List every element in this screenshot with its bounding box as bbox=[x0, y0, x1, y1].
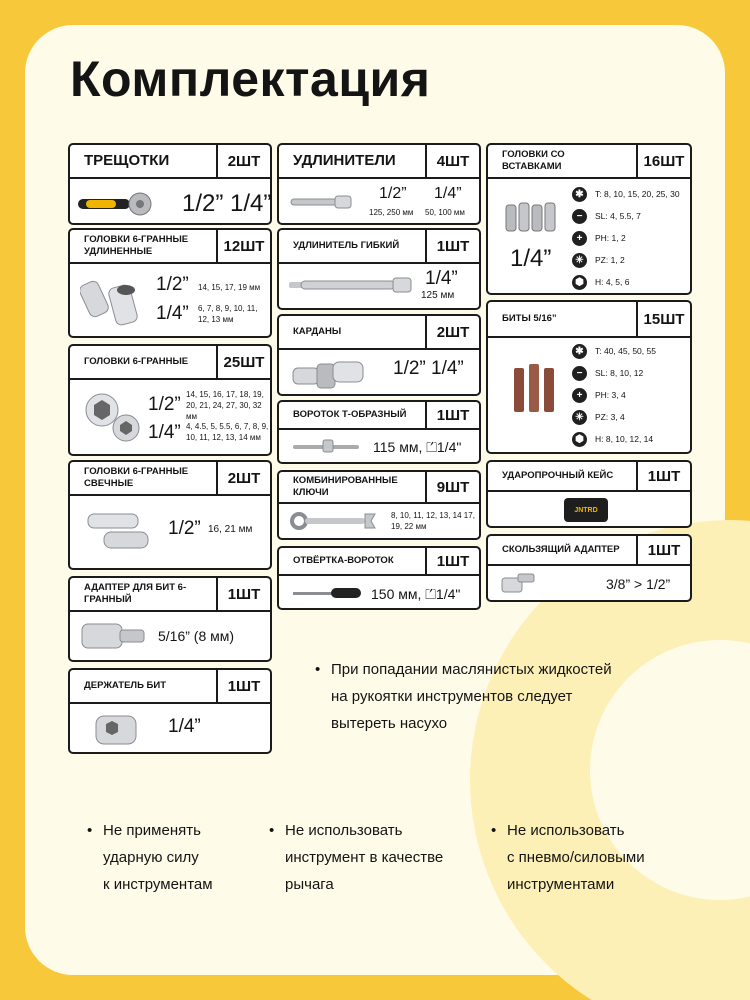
item-qty: 1ШТ bbox=[425, 230, 479, 262]
ujoint-icon bbox=[289, 356, 369, 392]
item-size-2: 1/4” bbox=[148, 422, 181, 443]
item-name: ГОЛОВКИ 6-ГРАННЫЕ СВЕЧНЫЕ bbox=[84, 466, 189, 489]
socket-icon bbox=[78, 390, 148, 446]
bit-type-label: SL: 4, 5.5, 7 bbox=[595, 211, 641, 221]
item-list-1: 14, 15, 16, 17, 18, 19, 20, 21, 24, 27, 30, 32 мм bbox=[186, 390, 264, 421]
item-screwdriver bbox=[277, 546, 481, 610]
note-lever bbox=[269, 817, 444, 898]
item-qty: 25ШТ bbox=[216, 346, 270, 378]
item-name: УДЛИНИТЕЛЬ ГИБКИЙ bbox=[293, 240, 400, 251]
item-deep-sockets bbox=[68, 228, 272, 338]
item-list-2: 6, 7, 8, 9, 10, 11, 12, 13 мм bbox=[198, 304, 258, 324]
bit-socket-set-icon bbox=[502, 197, 562, 237]
item-name: ГОЛОВКИ 6-ГРАННЫЕ УДЛИНЕННЫЕ bbox=[84, 234, 189, 257]
item-size-1: 1/2” bbox=[148, 394, 181, 415]
item-name: ТРЕЩОТКИ bbox=[84, 152, 170, 169]
item-tbar bbox=[277, 400, 481, 464]
bit-types-list bbox=[572, 183, 680, 293]
bit-types-list bbox=[572, 340, 656, 450]
item-size-2: 1/4” bbox=[156, 303, 189, 324]
item-value: 115 мм, ⏍1/4" bbox=[373, 439, 462, 455]
item-name: УДАРОПРОЧНЫЙ КЕЙС bbox=[502, 470, 614, 481]
note-line: Не использовать bbox=[285, 822, 403, 839]
note-line: рычага bbox=[285, 876, 334, 893]
note-line: Не применять bbox=[103, 822, 201, 839]
note-line: на рукоятки инструментов следует bbox=[331, 688, 573, 705]
phillips-icon: + bbox=[572, 231, 587, 246]
phillips-icon: + bbox=[572, 388, 587, 403]
note-line: инструмент в качестве bbox=[285, 849, 444, 866]
item-sub-1: 125, 250 мм bbox=[369, 208, 414, 217]
note-line: Не использовать bbox=[507, 822, 625, 839]
bit-type-label: T: 8, 10, 15, 20, 25, 30 bbox=[595, 189, 680, 199]
bit-type-label: T: 40, 45, 50, 55 bbox=[595, 346, 656, 356]
item-sub: 125 мм bbox=[421, 290, 455, 301]
item-case bbox=[486, 460, 692, 528]
note-line: вытереть насухо bbox=[331, 715, 448, 732]
note-line: ударную силу bbox=[103, 849, 199, 866]
item-name: СКОЛЬЗЯЩИЙ АДАПТЕР bbox=[502, 544, 620, 555]
ratchet-icon bbox=[76, 189, 156, 219]
item-size: 1/4” bbox=[168, 716, 201, 737]
item-qty: 2ШТ bbox=[216, 462, 270, 494]
bit-holder-icon bbox=[92, 712, 142, 748]
bit-type-row bbox=[572, 205, 680, 227]
item-qty: 16ШТ bbox=[636, 145, 690, 177]
hex-icon: ⬢ bbox=[572, 432, 587, 447]
bit-type-label: H: 4, 5, 6 bbox=[595, 277, 630, 287]
extension-icon bbox=[289, 193, 355, 211]
item-name: КОМБИНИРОВАННЫЕ КЛЮЧИ bbox=[293, 475, 398, 498]
item-qty: 1ШТ bbox=[216, 578, 270, 610]
wrench-icon bbox=[289, 512, 381, 530]
note-line: инструментами bbox=[507, 876, 615, 893]
bits-icon bbox=[510, 362, 560, 422]
bullet-icon: • bbox=[269, 822, 275, 839]
item-qty: 12ШТ bbox=[216, 230, 270, 262]
item-wrenches bbox=[277, 470, 481, 540]
item-sizes: 1/2” 1/4” bbox=[182, 190, 272, 217]
item-value: 3/8” > 1/2” bbox=[606, 576, 671, 592]
note-pneumo bbox=[491, 817, 645, 898]
bit-type-row bbox=[572, 227, 680, 249]
bit-type-row bbox=[572, 183, 680, 205]
item-list: 8, 10, 11, 12, 13, 14 17, 19, 22 мм bbox=[391, 511, 475, 531]
bit-type-row bbox=[572, 340, 656, 362]
item-flex-extension bbox=[277, 228, 481, 310]
item-name: УДЛИНИТЕЛИ bbox=[293, 152, 396, 169]
item-list-1: 14, 15, 17, 19 мм bbox=[198, 283, 261, 292]
slotted-icon: − bbox=[572, 366, 587, 381]
item-bit-adapter bbox=[68, 576, 272, 662]
bit-type-label: PZ: 3, 4 bbox=[595, 412, 625, 422]
note-line: При попадании маслянистых жидкостей bbox=[331, 661, 612, 678]
item-list-2: 4, 4.5, 5, 5.5, 6, 7, 8, 9, 10, 11, 12, 13, 14 мм bbox=[186, 422, 269, 442]
item-sizes: 1/2” 1/4” bbox=[393, 358, 464, 379]
item-name: ГОЛОВКИ СО ВСТАВКАМИ bbox=[502, 149, 565, 172]
item-ratchets bbox=[68, 143, 272, 225]
item-name: АДАПТЕР ДЛЯ БИТ 6-ГРАННЫЙ bbox=[84, 582, 187, 605]
item-qty: 1ШТ bbox=[425, 402, 479, 428]
torx-icon: ✱ bbox=[572, 344, 587, 359]
item-name: КАРДАНЫ bbox=[293, 326, 342, 337]
item-name: ДЕРЖАТЕЛЬ БИТ bbox=[84, 680, 167, 691]
deep-socket-icon bbox=[80, 274, 150, 330]
item-qty: 1ШТ bbox=[216, 670, 270, 702]
bit-type-label: SL: 8, 10, 12 bbox=[595, 368, 644, 378]
tbar-icon bbox=[291, 438, 363, 454]
bit-type-label: PH: 3, 4 bbox=[595, 390, 626, 400]
item-extensions bbox=[277, 143, 481, 225]
item-value: 5/16” (8 мм) bbox=[158, 628, 235, 644]
bit-type-row bbox=[572, 384, 656, 406]
item-ujoints bbox=[277, 314, 481, 396]
pozidriv-icon: ✳ bbox=[572, 253, 587, 268]
item-bit-sockets bbox=[486, 143, 692, 295]
item-name: ВОРОТОК Т-ОБРАЗНЫЙ bbox=[293, 409, 407, 420]
page-title: Комплектация bbox=[70, 51, 431, 107]
item-bits bbox=[486, 300, 692, 454]
bit-type-row bbox=[572, 428, 656, 450]
bit-type-row bbox=[572, 249, 680, 271]
bit-type-label: PH: 1, 2 bbox=[595, 233, 626, 243]
item-size: 1/4” bbox=[425, 268, 458, 289]
bit-type-row bbox=[572, 406, 656, 428]
item-qty: 15ШТ bbox=[636, 302, 690, 336]
spark-socket-icon bbox=[84, 508, 164, 558]
bit-type-row bbox=[572, 362, 656, 384]
item-size: 1/2” bbox=[168, 518, 201, 539]
bit-type-label: PZ: 1, 2 bbox=[595, 255, 625, 265]
hex-icon: ⬢ bbox=[572, 275, 587, 290]
item-size-1: 1/2” bbox=[156, 274, 189, 295]
flex-extension-icon bbox=[287, 276, 415, 294]
bullet-icon: • bbox=[87, 822, 93, 839]
pozidriv-icon: ✳ bbox=[572, 410, 587, 425]
item-size-2: 1/4” bbox=[434, 185, 462, 202]
item-qty: 4ШТ bbox=[425, 145, 479, 177]
slide-adapter-icon bbox=[500, 572, 540, 598]
item-bit-holder bbox=[68, 668, 272, 754]
item-slide-adapter bbox=[486, 534, 692, 602]
slotted-icon: − bbox=[572, 209, 587, 224]
note-line: с пневмо/силовыми bbox=[507, 849, 645, 866]
screwdriver-icon bbox=[291, 586, 365, 600]
bit-type-row bbox=[572, 271, 680, 293]
item-value: 150 мм, ⏍1/4" bbox=[371, 586, 461, 602]
item-qty: 1ШТ bbox=[636, 536, 690, 564]
item-size: 1/4” bbox=[510, 245, 552, 272]
bit-type-label: H: 8, 10, 12, 14 bbox=[595, 434, 654, 444]
item-sockets bbox=[68, 344, 272, 456]
note-line: к инструментам bbox=[103, 876, 213, 893]
item-list: 16, 21 мм bbox=[208, 524, 253, 535]
note-impact bbox=[87, 817, 213, 898]
bullet-icon: • bbox=[315, 661, 321, 678]
bit-adapter-icon bbox=[80, 620, 150, 652]
item-name: ГОЛОВКИ 6-ГРАННЫЕ bbox=[84, 356, 189, 367]
item-name: ОТВЁРТКА-ВОРОТОК bbox=[293, 555, 394, 566]
item-name: БИТЫ 5/16” bbox=[502, 313, 557, 324]
item-size-1: 1/2” bbox=[379, 185, 407, 202]
item-qty: 2ШТ bbox=[216, 145, 270, 177]
item-spark-sockets bbox=[68, 460, 272, 570]
item-qty: 1ШТ bbox=[636, 462, 690, 490]
note-oil bbox=[315, 656, 612, 737]
torx-icon: ✱ bbox=[572, 187, 587, 202]
item-qty: 2ШТ bbox=[425, 316, 479, 348]
item-qty: 9ШТ bbox=[425, 472, 479, 502]
item-qty: 1ШТ bbox=[425, 548, 479, 574]
case-brand: JNTRD bbox=[574, 506, 598, 514]
bullet-icon: • bbox=[491, 822, 497, 839]
item-sub-2: 50, 100 мм bbox=[425, 208, 465, 217]
case-icon bbox=[564, 498, 608, 522]
